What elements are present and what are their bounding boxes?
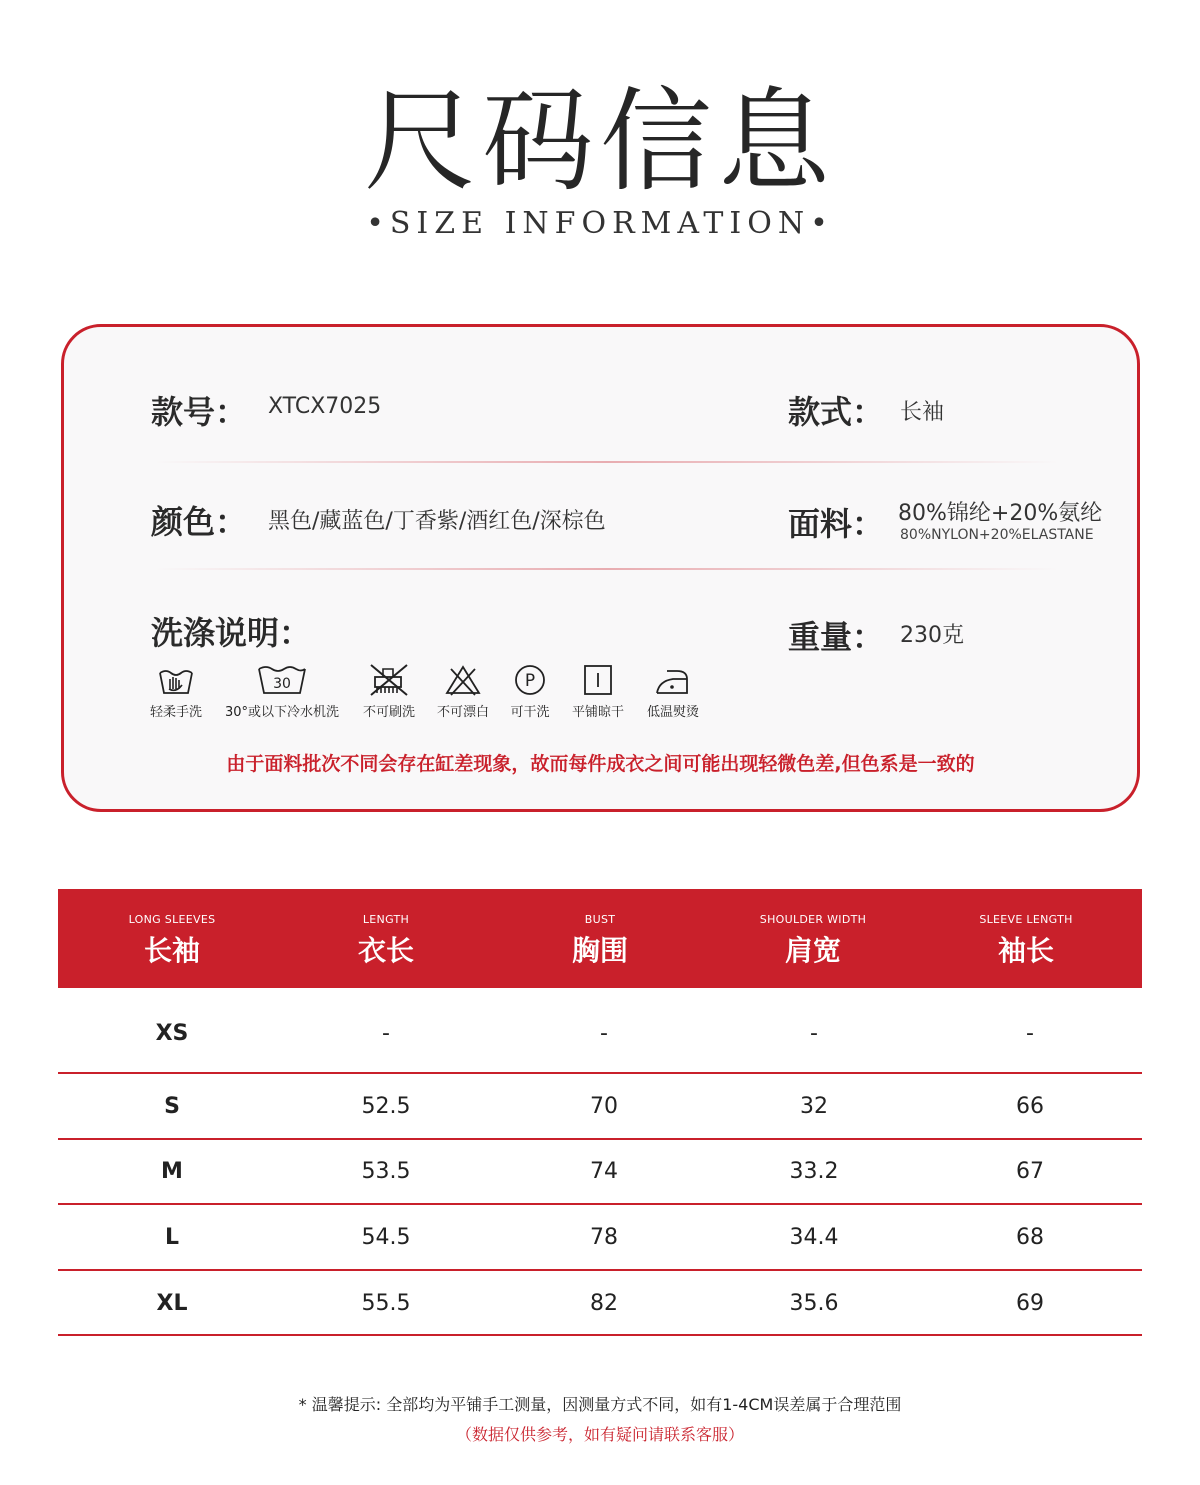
size-table-header [58,889,1142,988]
bust-cell: 82 [590,1291,618,1316]
shoulder-cell: - [810,1021,818,1046]
header-en: SLEEVE LENGTH [979,913,1073,926]
header-cell [286,889,486,988]
shoulder-cell: 33.2 [789,1159,839,1184]
product-info-card [61,324,1140,812]
bust-cell: - [600,1021,608,1046]
sleeve-cell: 69 [1016,1291,1044,1316]
row-divider [58,1138,1142,1140]
color-value: 黑色/藏蓝色/丁香紫/酒红色/深棕色 [268,509,606,534]
divider [154,568,1059,570]
size-cell: S [164,1094,180,1119]
sleeve-cell: 67 [1016,1159,1044,1184]
fabric-value: 80%锦纶+20%氨纶 [898,501,1103,526]
care-label: 平铺晾干 [571,705,624,720]
flat-dry-icon [578,663,618,697]
page-subtitle: •SIZE INFORMATION• [366,206,834,241]
style-no-value: XTCX7025 [268,394,382,419]
wash-temp-text: 30 [273,676,291,692]
header-zh: 衣长 [357,934,414,967]
fabric-label: 面料： [788,505,885,543]
length-cell: 55.5 [361,1291,411,1316]
fabric-value-en: 80%NYLON+20%ELASTANE [900,527,1094,543]
header-en: BUST [584,913,616,926]
header-zh: 袖长 [997,934,1054,967]
sleeve-cell: 66 [1016,1094,1044,1119]
header-en: LENGTH [362,913,410,926]
row-divider [58,1269,1142,1271]
size-cell: XS [155,1021,189,1046]
header-cell [713,889,913,988]
low-iron-icon [653,663,693,697]
shoulder-cell: 34.4 [789,1225,839,1250]
style-no-label: 款号： [151,393,248,431]
size-cell: M [161,1159,183,1184]
color-variance-notice: 由于面料批次不同会存在缸差现象，故而每件成衣之间可能出现轻微色差,但色系是一致的 [226,753,975,775]
header-zh: 肩宽 [784,934,841,967]
care-item [628,663,718,720]
shoulder-cell: 32 [800,1094,828,1119]
reference-note: （数据仅供参考，如有疑问请联系客服） [455,1425,744,1444]
bust-cell: 74 [590,1159,618,1184]
care-label: 轻柔手洗 [149,705,202,720]
do-not-bleach-icon [443,663,483,697]
weight-label: 重量： [788,618,885,656]
header-cell [926,889,1126,988]
row-divider [58,1203,1142,1205]
header-zh: 胸围 [571,934,628,967]
size-cell: L [164,1225,180,1250]
header-en: SHOULDER WIDTH [759,913,867,926]
header-cell [500,889,700,988]
dry-clean-icon [510,663,550,697]
bust-cell: 78 [590,1225,618,1250]
care-item [212,663,352,720]
machine-wash-30-icon [255,663,309,697]
wash-label: 洗涤说明： [151,614,312,652]
length-cell: - [382,1021,390,1046]
style-value: 长袖 [900,400,945,425]
page-title: 尺码信息 [364,77,836,207]
gentle-hand-wash-icon [156,663,196,697]
header-cell [58,889,286,988]
bust-cell: 70 [590,1094,618,1119]
care-label: 低温熨烫 [646,705,699,720]
row-divider [58,1334,1142,1336]
row-divider [58,1072,1142,1074]
length-cell: 53.5 [361,1159,411,1184]
shoulder-cell: 35.6 [789,1291,839,1316]
header-en: LONG SLEEVES [128,913,216,926]
dry-clean-text: P [524,671,536,691]
size-cell: XL [156,1291,188,1316]
care-label: 不可漂白 [436,705,489,720]
divider [154,461,1059,463]
style-label: 款式： [788,393,885,431]
care-label: 30°或以下冷水机洗 [224,705,340,720]
length-cell: 52.5 [361,1094,411,1119]
header-zh: 长袖 [143,934,200,967]
length-cell: 54.5 [361,1225,411,1250]
color-label: 颜色： [151,503,248,541]
do-not-brush-icon [367,663,411,697]
measurement-tip: * 温馨提示: 全部均为平铺手工测量，因测量方式不同，如有1-4CM误差属于合理范围 [298,1395,902,1414]
sleeve-cell: 68 [1016,1225,1044,1250]
care-label: 可干洗 [510,705,550,720]
weight-value: 230克 [900,623,964,648]
sleeve-cell: - [1026,1021,1034,1046]
care-label: 不可刷洗 [362,705,415,720]
care-item [131,663,221,720]
